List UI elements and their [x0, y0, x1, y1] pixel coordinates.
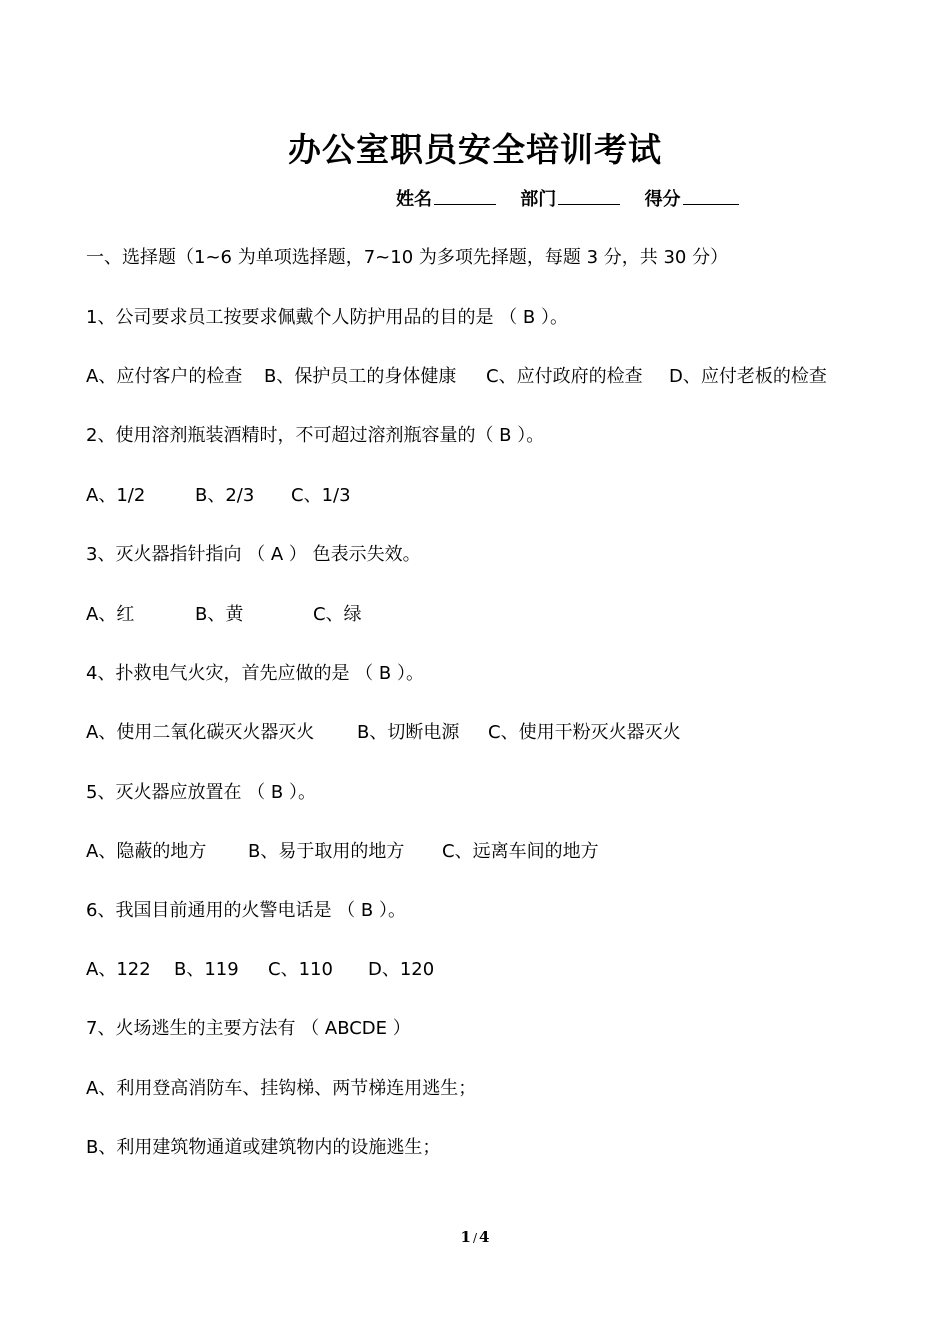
question-3-options — [86, 602, 362, 628]
question-2-options — [86, 483, 351, 509]
option: B、切断电源 — [357, 722, 460, 743]
question-3: 3、灭火器指针指向 （ A ） 色表示失效。 — [86, 544, 421, 565]
name-field — [396, 186, 496, 213]
name-blank — [434, 186, 496, 205]
option: B、黄 — [195, 604, 244, 625]
question-1-options — [86, 364, 827, 390]
question-5-options — [86, 839, 599, 865]
question-1: 1、公司要求员工按要求佩戴个人防护用品的目的是 （ B ）。 — [86, 307, 568, 328]
info-row — [396, 186, 757, 213]
option: A、1/2 — [86, 485, 146, 506]
question-5: 5、灭火器应放置在 （ B ）。 — [86, 782, 316, 803]
document-title: 办公室职员安全培训考试 — [288, 130, 662, 169]
option: C、应付政府的检查 — [486, 366, 643, 387]
option: C、110 — [268, 959, 333, 980]
score-blank — [683, 186, 739, 205]
question-6-options — [86, 957, 434, 983]
question-4-options — [86, 720, 681, 746]
option: A、应付客户的检查 — [86, 366, 243, 387]
option: B、易于取用的地方 — [248, 841, 405, 862]
option: C、绿 — [313, 604, 362, 625]
option: B、119 — [174, 959, 239, 980]
question-2: 2、使用溶剂瓶装酒精时，不可超过溶剂瓶容量的（ B ）。 — [86, 425, 545, 446]
option: A、122 — [86, 959, 151, 980]
option: A、红 — [86, 604, 135, 625]
dept-label: 部门 — [520, 189, 557, 210]
score-label: 得分 — [644, 189, 681, 210]
question-7-option-b: B、利用建筑物通道或建筑物内的设施逃生； — [86, 1137, 441, 1158]
option: C、远离车间的地方 — [442, 841, 599, 862]
page-separator: / — [472, 1231, 478, 1245]
option: A、隐蔽的地方 — [86, 841, 207, 862]
option: C、1/3 — [291, 485, 351, 506]
dept-field — [520, 186, 620, 213]
option: B、2/3 — [195, 485, 255, 506]
option: C、使用干粉灭火器灭火 — [488, 722, 681, 743]
option: B、保护员工的身体健康 — [264, 366, 457, 387]
page-current: 1 — [460, 1228, 471, 1246]
option: A、使用二氧化碳灭火器灭火 — [86, 722, 315, 743]
question-7: 7、火场逃生的主要方法有 （ ABCDE ） — [86, 1018, 411, 1039]
question-6: 6、我国目前通用的火警电话是 （ B ）。 — [86, 900, 406, 921]
name-label: 姓名 — [396, 189, 432, 210]
option: D、应付老板的检查 — [669, 366, 827, 387]
dept-blank — [558, 186, 620, 205]
section-heading: 一、选择题（1~6 为单项选择题，7~10 为多项先择题，每题 3 分，共 30 分） — [86, 247, 729, 268]
option: D、120 — [368, 959, 435, 980]
page-number — [0, 1227, 950, 1248]
score-field — [645, 186, 739, 213]
question-4: 4、扑救电气火灾，首先应做的是 （ B ）。 — [86, 663, 424, 684]
page-total: 4 — [479, 1228, 490, 1246]
question-7-option-a: A、利用登高消防车、挂钩梯、两节梯连用逃生； — [86, 1078, 477, 1099]
